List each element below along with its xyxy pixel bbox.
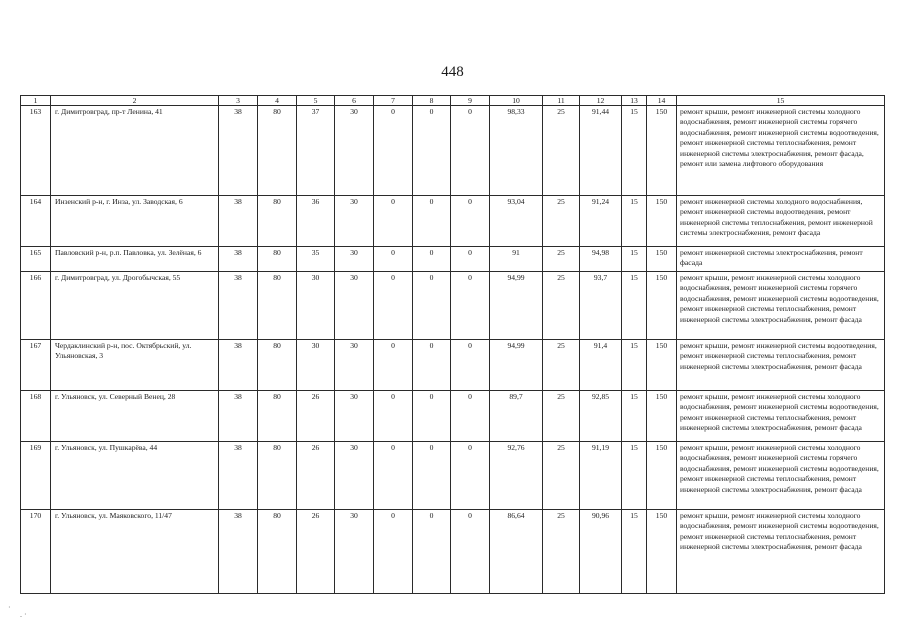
col-6-value: 30 (335, 106, 374, 196)
col-5-value: 26 (297, 510, 335, 594)
col-12-value: 91,4 (580, 340, 622, 391)
col-12-value: 94,98 (580, 247, 622, 272)
col-3-value: 38 (219, 196, 258, 247)
col-5-value: 30 (297, 272, 335, 340)
col-6-value: 30 (335, 247, 374, 272)
col-5-value: 35 (297, 247, 335, 272)
col-11-value: 25 (543, 272, 580, 340)
col-9-value: 0 (451, 391, 490, 442)
column-header-8: 8 (413, 96, 451, 106)
column-header-5: 5 (297, 96, 335, 106)
col-5-value: 26 (297, 391, 335, 442)
col-7-value: 0 (374, 510, 413, 594)
col-10-value: 91 (490, 247, 543, 272)
address: г. Ульяновск, ул. Пушкарёва, 44 (51, 442, 219, 510)
col-9-value: 0 (451, 196, 490, 247)
table-row (21, 340, 885, 391)
address: Павловский р-н, р.п. Павловка, ул. Зелёная, 6 (51, 247, 219, 272)
col-9-value: 0 (451, 442, 490, 510)
col-12-value: 93,7 (580, 272, 622, 340)
table-row (21, 391, 885, 442)
col-4-value: 80 (258, 196, 297, 247)
row-number: 169 (21, 442, 51, 510)
col-9-value: 0 (451, 247, 490, 272)
col-12-value: 92,85 (580, 391, 622, 442)
col-10-value: 94,99 (490, 340, 543, 391)
column-header-14: 14 (647, 96, 677, 106)
repair-works: ремонт крыши, ремонт инженерной системы холодного водоснабжения, ремонт инженерной системы горячего водоснабжения, ремонт инженерной системы водоотведения, ремонт инженерной системы теплоснабжения, ремонт инженерной системы электроснабжения, ремонт фасада, ремонт или замена лифтового оборудования (677, 106, 885, 196)
col-12-value: 91,24 (580, 196, 622, 247)
col-13-value: 15 (622, 442, 647, 510)
col-14-value: 150 (647, 510, 677, 594)
col-13-value: 15 (622, 391, 647, 442)
column-header-6: 6 (335, 96, 374, 106)
col-6-value: 30 (335, 196, 374, 247)
col-6-value: 30 (335, 272, 374, 340)
col-10-value: 94,99 (490, 272, 543, 340)
col-13-value: 15 (622, 272, 647, 340)
repair-works: ремонт инженерной системы холодного водоснабжения, ремонт инженерной системы водоотведения, ремонт инженерной системы теплоснабжения, ремонт инженерной системы электроснабжения, ремонт фасада (677, 196, 885, 247)
col-10-value: 86,64 (490, 510, 543, 594)
repair-works: ремонт крыши, ремонт инженерной системы холодного водоснабжения, ремонт инженерной системы горячего водоснабжения, ремонт инженерной системы водоотведения, ремонт инженерной системы теплоснабжения, ремонт инженерной системы электроснабжения, ремонт фасада (677, 272, 885, 340)
col-7-value: 0 (374, 442, 413, 510)
address: г. Ульяновск, ул. Северный Венец, 28 (51, 391, 219, 442)
col-8-value: 0 (413, 247, 451, 272)
col-5-value: 30 (297, 340, 335, 391)
col-3-value: 38 (219, 272, 258, 340)
row-number: 166 (21, 272, 51, 340)
repair-works: ремонт инженерной системы электроснабжения, ремонт фасада (677, 247, 885, 272)
col-3-value: 38 (219, 340, 258, 391)
address: г. Димитровград, пр-т Ленина, 41 (51, 106, 219, 196)
col-3-value: 38 (219, 247, 258, 272)
col-4-value: 80 (258, 272, 297, 340)
row-number: 168 (21, 391, 51, 442)
col-8-value: 0 (413, 272, 451, 340)
col-8-value: 0 (413, 340, 451, 391)
col-11-value: 25 (543, 442, 580, 510)
col-12-value: 91,44 (580, 106, 622, 196)
column-number-header-row (21, 96, 885, 106)
col-3-value: 38 (219, 442, 258, 510)
table-row (21, 247, 885, 272)
col-9-value: 0 (451, 340, 490, 391)
table-row (21, 510, 885, 594)
col-4-value: 80 (258, 106, 297, 196)
col-7-value: 0 (374, 272, 413, 340)
col-9-value: 0 (451, 510, 490, 594)
col-3-value: 38 (219, 106, 258, 196)
col-13-value: 15 (622, 247, 647, 272)
col-14-value: 150 (647, 247, 677, 272)
table-row (21, 196, 885, 247)
page-number: 448 (441, 64, 464, 80)
address: Инзенский р-н, г. Инза, ул. Заводская, 6 (51, 196, 219, 247)
col-4-value: 80 (258, 340, 297, 391)
scan-speck: · (8, 603, 11, 612)
col-12-value: 91,19 (580, 442, 622, 510)
col-5-value: 36 (297, 196, 335, 247)
column-header-2: 2 (51, 96, 219, 106)
column-header-9: 9 (451, 96, 490, 106)
col-13-value: 15 (622, 106, 647, 196)
col-4-value: 80 (258, 510, 297, 594)
repair-works: ремонт крыши, ремонт инженерной системы холодного водоснабжения, ремонт инженерной системы водоотведения, ремонт инженерной системы теплоснабжения, ремонт инженерной системы электроснабжения, ремонт фасада (677, 391, 885, 442)
col-13-value: 15 (622, 340, 647, 391)
col-9-value: 0 (451, 272, 490, 340)
col-14-value: 150 (647, 391, 677, 442)
col-11-value: 25 (543, 391, 580, 442)
col-10-value: 89,7 (490, 391, 543, 442)
table-row (21, 106, 885, 196)
table-row (21, 272, 885, 340)
col-14-value: 150 (647, 340, 677, 391)
row-number: 165 (21, 247, 51, 272)
col-6-value: 30 (335, 442, 374, 510)
col-11-value: 25 (543, 247, 580, 272)
repair-works: ремонт крыши, ремонт инженерной системы водоотведения, ремонт инженерной системы теплоснабжения, ремонт инженерной системы электроснабжения, ремонт фасада (677, 340, 885, 391)
col-8-value: 0 (413, 391, 451, 442)
col-5-value: 37 (297, 106, 335, 196)
col-13-value: 15 (622, 510, 647, 594)
address: Чердаклинский р-н, пос. Октябрьский, ул. Ульяновская, 3 (51, 340, 219, 391)
scan-speck: . · (20, 610, 27, 619)
col-6-value: 30 (335, 340, 374, 391)
col-11-value: 25 (543, 106, 580, 196)
col-7-value: 0 (374, 247, 413, 272)
col-4-value: 80 (258, 247, 297, 272)
col-8-value: 0 (413, 106, 451, 196)
column-header-3: 3 (219, 96, 258, 106)
row-number: 167 (21, 340, 51, 391)
column-header-11: 11 (543, 96, 580, 106)
table-row (21, 442, 885, 510)
column-header-15: 15 (677, 96, 885, 106)
col-13-value: 15 (622, 196, 647, 247)
column-header-13: 13 (622, 96, 647, 106)
repair-program-table (20, 95, 885, 594)
col-7-value: 0 (374, 196, 413, 247)
col-8-value: 0 (413, 442, 451, 510)
row-number: 170 (21, 510, 51, 594)
col-8-value: 0 (413, 196, 451, 247)
address: г. Димитровград, ул. Дрогобычская, 55 (51, 272, 219, 340)
col-14-value: 150 (647, 442, 677, 510)
col-4-value: 80 (258, 442, 297, 510)
column-header-4: 4 (258, 96, 297, 106)
row-number: 163 (21, 106, 51, 196)
col-3-value: 38 (219, 391, 258, 442)
col-11-value: 25 (543, 510, 580, 594)
col-5-value: 26 (297, 442, 335, 510)
col-10-value: 93,04 (490, 196, 543, 247)
col-14-value: 150 (647, 106, 677, 196)
col-11-value: 25 (543, 196, 580, 247)
column-header-7: 7 (374, 96, 413, 106)
repair-works: ремонт крыши, ремонт инженерной системы холодного водоснабжения, ремонт инженерной системы водоотведения, ремонт инженерной системы теплоснабжения, ремонт инженерной системы электроснабжения, ремонт фасада (677, 510, 885, 594)
col-12-value: 90,96 (580, 510, 622, 594)
col-14-value: 150 (647, 272, 677, 340)
col-7-value: 0 (374, 340, 413, 391)
col-9-value: 0 (451, 106, 490, 196)
col-4-value: 80 (258, 391, 297, 442)
col-6-value: 30 (335, 510, 374, 594)
col-3-value: 38 (219, 510, 258, 594)
col-7-value: 0 (374, 106, 413, 196)
col-7-value: 0 (374, 391, 413, 442)
col-6-value: 30 (335, 391, 374, 442)
repair-works: ремонт крыши, ремонт инженерной системы холодного водоснабжения, ремонт инженерной системы горячего водоснабжения, ремонт инженерной системы водоотведения, ремонт инженерной системы теплоснабжения, ремонт инженерной системы электроснабжения, ремонт фасада (677, 442, 885, 510)
column-header-1: 1 (21, 96, 51, 106)
column-header-10: 10 (490, 96, 543, 106)
col-10-value: 98,33 (490, 106, 543, 196)
col-11-value: 25 (543, 340, 580, 391)
col-8-value: 0 (413, 510, 451, 594)
column-header-12: 12 (580, 96, 622, 106)
col-10-value: 92,76 (490, 442, 543, 510)
col-14-value: 150 (647, 196, 677, 247)
address: г. Ульяновск, ул. Маяковского, 11/47 (51, 510, 219, 594)
row-number: 164 (21, 196, 51, 247)
